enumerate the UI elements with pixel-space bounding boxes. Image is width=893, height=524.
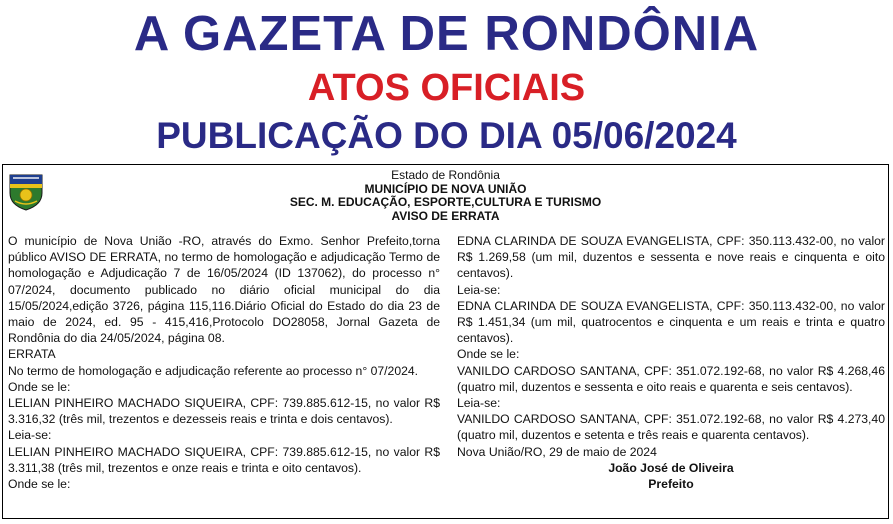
- notice-header: [3, 169, 888, 223]
- entry-paragraph: LELIAN PINHEIRO MACHADO SIQUEIRA, CPF: 739.885.612-15, no valor R$ 3.311,38 (três mil, trezentos e onze reais e trinta e oito centavos).: [8, 444, 440, 475]
- errata-paragraph: No termo de homologação e adjudicação referente ao processo n° 07/2024.: [8, 363, 419, 378]
- secretariat-line: SEC. M. EDUCAÇÃO, ESPORTE,CULTURA E TURISMO: [289, 195, 602, 210]
- read-as-label: Leia-se:: [457, 282, 501, 297]
- entry-paragraph: VANILDO CARDOSO SANTANA, CPF: 351.072.192-68, no valor R$ 4.273,40 (quatro mil, duzentos e setenta e três reais e quarenta centavos).: [457, 412, 885, 443]
- signatory-role: Prefeito: [648, 477, 694, 492]
- intro-paragraph: O município de Nova União -RO, através do Exmo. Senhor Prefeito,torna público AVISO DE ERRATA, no termo de homologação e adjudicação Termo de homologação e Adjudicação 7 de 16/05/2024 (ID 137062), do processo n° 07/2024, documento publicado no diário oficial municipal do dia 15/05/2024,edição 3726, página 115,116.Diário Oficial do Estado do dia 23 de maio de 2024, ed. 95 - 415,416,Protocolo DO28058, Jornal Gazeta de Rondônia do dia 24/05/2024, página 08.: [8, 234, 440, 346]
- entry-paragraph: VANILDO CARDOSO SANTANA, CPF: 351.072.192-68, no valor R$ 4.268,46 (quatro mil, duzentos e sessenta e oito reais e quarenta e seis centavos).: [457, 363, 885, 394]
- errata-label: ERRATA: [8, 347, 56, 362]
- entry-paragraph: EDNA CLARINDA DE SOUZA EVANGELISTA, CPF: 350.113.432-00, no valor R$ 1.451,34 (um mil, quatrocentos e cinquenta e um reais e trinta e quatro centavos).: [457, 298, 885, 346]
- publication-date: PUBLICAÇÃO DO DIA 05/06/2024: [156, 115, 737, 156]
- read-as-label: Leia-se:: [457, 396, 501, 411]
- right-column: [457, 233, 885, 492]
- notice-title: AVISO DE ERRATA: [391, 208, 500, 223]
- entry-paragraph: LELIAN PINHEIRO MACHADO SIQUEIRA, CPF: 739.885.612-15, no valor R$ 3.316,32 (três mil, trezentos e dezesseis reais e trinta e dois centavos).: [8, 396, 440, 427]
- where-reads-label: Onde se le:: [8, 379, 71, 394]
- newspaper-title: A GAZETA DE RONDÔNIA: [133, 7, 760, 61]
- municipality-line: MUNICÍPIO DE NOVA UNIÃO: [364, 181, 527, 196]
- where-reads-label: Onde se le:: [457, 347, 520, 362]
- notice-box: [2, 164, 889, 519]
- read-as-label: Leia-se:: [8, 428, 52, 443]
- entry-paragraph: EDNA CLARINDA DE SOUZA EVANGELISTA, CPF: 350.113.432-00, no valor R$ 1.269,58 (um mil, duzentos e sessenta e nove reais e cinquenta e oito centavos).: [457, 234, 885, 281]
- place-date-line: Nova União/RO, 29 de maio de 2024: [457, 444, 657, 459]
- section-title: ATOS OFICIAIS: [307, 67, 586, 109]
- state-line: Estado de Rondônia: [391, 168, 500, 182]
- where-reads-label: Onde se le:: [8, 477, 71, 492]
- signatory-name: João José de Oliveira: [608, 460, 734, 475]
- left-column: [8, 233, 440, 492]
